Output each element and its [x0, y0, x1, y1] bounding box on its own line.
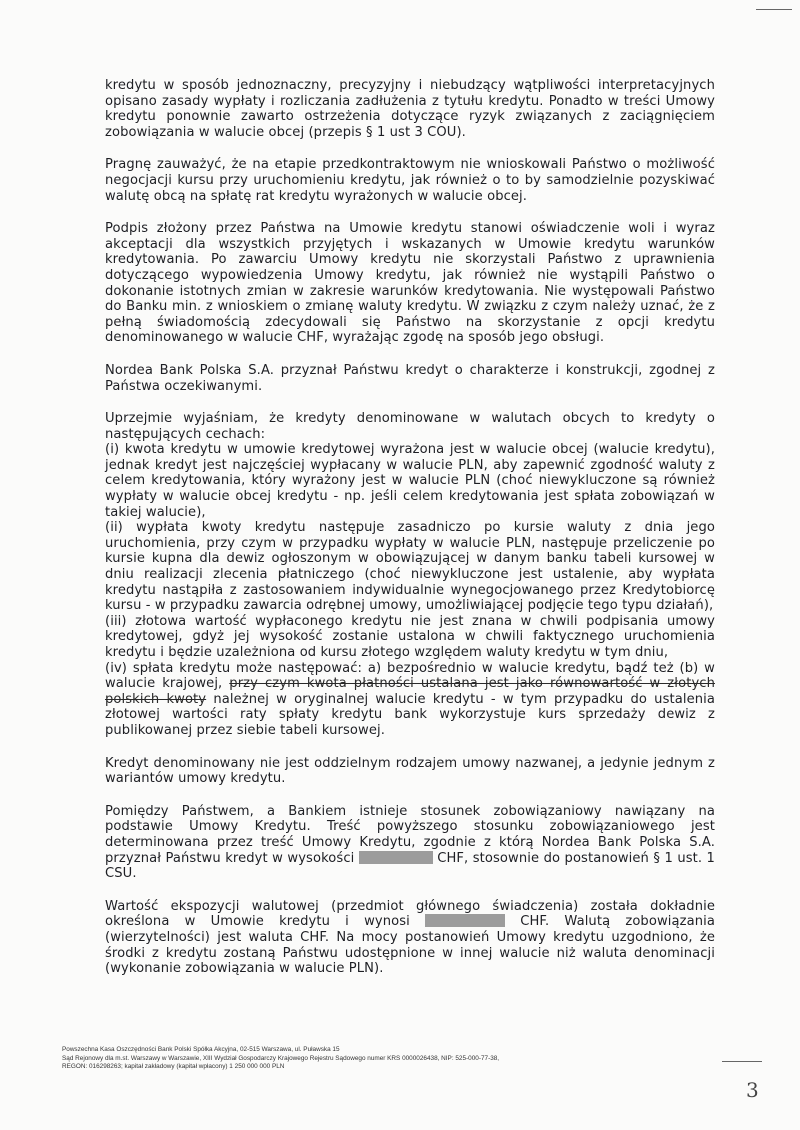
exposure-text: Wartość ekspozycji walutowej (przedmiot głównego świadczenia) została dokładnie określona w Umowie kredytu i wynosi	[105, 898, 715, 930]
list-item	[105, 661, 715, 739]
relationship-after: CHF, stosownie do postanowień § 1 ust. 1 CSU.	[105, 850, 715, 882]
letter-body	[105, 78, 715, 994]
footer-line: Powszechna Kasa Oszczędności Bank Polski Spółka Akcyjna, 02-515 Warszawa, ul. Puławska 15	[62, 1046, 340, 1053]
item-iv-continuation: należnej w oryginalnej walucie kredytu - w tym przypadku do ustalenia złotowej wartości raty spłaty kredytu bank wykorzystuje kurs sprzedaży dewiz z publikowanej przez siebie tabeli kursowej.	[105, 691, 715, 738]
paragraph-denominated: Kredyt denominowany nie jest oddzielnym rodzajem umowy nazwanej, a jedynie jednym z wariantów umowy kredytu.	[105, 755, 715, 787]
redacted-amount	[425, 914, 505, 927]
paragraph-exposure	[105, 899, 715, 977]
list-item: (i) kwota kredytu w umowie kredytowej wyrażona jest w walucie obcej (walucie kredytu), jednak kredyt jest najczęściej wypłacany w walucie PLN, aby zapewnić zgodność waluty z celem kredytowania, który wyrażony jest w walucie PLN (choć niewykluczone są również wypłaty w walucie obcej kredytu - np. jeśli celem kredytowania jest spłata zobowiązań w takiej walucie),	[105, 442, 715, 520]
paragraph-relationship	[105, 804, 715, 882]
paragraph-precontract: Pragnę zauważyć, że na etapie przedkontraktowym nie wnioskowali Państwo o możliwość negocjacji kursu przy uruchomieniu kredytu, jak również o to by samodzielnie pozyskiwać walutę obcą na spłatę rat kredytu wyrażonych w walucie obcej.	[105, 157, 715, 204]
footer-line: REGON: 016298263; kapitał zakładowy (kapitał wpłacony) 1 250 000 000 PLN	[62, 1063, 285, 1071]
struck-text: przy czym kwota płatności ustalana jest jako równowartość w złotych polskich kwoty	[105, 676, 715, 707]
list-item: (ii) wypłata kwoty kredytu następuje zasadniczo po kursie waluty z dnia jego uruchomienia, przy czym w przypadku wypłaty w walucie PLN, następuje przeliczenie po kursie kupna dla dewiz ogłoszonym w obowiązującej w danym banku tabeli kursowej w dniu realizacji zlecenia płatniczego (choć niewykluczone jest ustalenie, aby wypłata kredytu nastąpiła z zastosowaniem indywidualnie wynegocjowanego przez Kredytobiorcę kursu - w przypadku zawarcia odrębnej umowy, umożliwiającej podjęcie tego typu działań),	[105, 520, 715, 614]
paragraph-signature: Podpis złożony przez Państwa na Umowie kredytu stanowi oświadczenie woli i wyraz akceptacji dla wszystkich przyjętych i wskazanych w Umowie kredytu warunków kredytowania. Po zawarciu Umowy kredytu nie skorzystali Państwo z uprawnienia dotyczącego wypowiedzenia Umowy kredytu, jak również nie wystąpili Państwo o dokonanie istotnych zmian w zakresie warunków kredytowania. Nie występowali Państwo do Banku min. z wnioskiem o zmianę waluty kredytu. W związku z czym należy uznać, że z pełną świadomością zdecydowali się Państwo na skorzystanie z opcji kredytu denominowanego w walucie CHF, wyrażając zgodę na sposób jego obsługi.	[105, 221, 715, 346]
page-number: 3	[746, 1078, 759, 1102]
paragraph-contract-terms: kredytu w sposób jednoznaczny, precyzyjny i niebudzący wątpliwości interpretacyjnych opisano zasady wypłaty i rozliczania zadłużenia z tytułu kredytu. Ponadto w treści Umowy kredytu ponownie zawarto ostrzeżenia dotyczące ryzyk związanych z zaciągnięciem zobowiązania w walucie obcej (przepis § 1 ust 3 COU).	[105, 78, 715, 140]
relationship-text: Pomiędzy Państwem, a Bankiem istnieje stosunek zobowiązaniowy nawiązany na podstawie Umowy Kredytu. Treść powyższego stosunku zobowiązaniowego jest determinowana przez treść Umowy Kredytu, zgodnie z którą Nordea Bank Polska S.A. przyznał Państwu kredyt w wysokości	[105, 803, 715, 866]
explanation-intro: Uprzejmie wyjaśniam, że kredyty denominowane w walutach obcych to kredyty o następujących cechach:	[105, 411, 715, 442]
footer-rule	[722, 1061, 762, 1062]
paragraph-explanation	[105, 411, 715, 738]
bank-footer	[62, 1046, 702, 1072]
top-rule	[756, 9, 792, 10]
paragraph-nordea-credit: Nordea Bank Polska S.A. przyznał Państwu kredyt o charakterze i konstrukcji, zgodnej z Państwa oczekiwanymi.	[105, 362, 715, 394]
redacted-amount	[359, 851, 433, 864]
item-iv-text: (iv) spłata kredytu może następować: a) bezpośrednio w walucie kredytu, bądź też (b) w walucie krajowej,	[105, 660, 715, 692]
exposure-after: CHF. Walutą zobowiązania (wierzytelności) jest waluta CHF. Na mocy postanowień Umowy kredytu uzgodniono, że środki z kredytu zostaną Państwu udostępnione w innej walucie niż waluta denominacji (wykonanie zobowiązania w walucie PLN).	[105, 914, 715, 977]
list-item: (iii) złotowa wartość wypłaconego kredytu nie jest znana w chwili podpisania umowy kredytowej, gdyż jej wysokość zostanie ustalona w chwili faktycznego uruchomienia kredytu i będzie uzależniona od kursu złotego względem waluty kredytu w tym dniu,	[105, 613, 715, 660]
footer-line: Sąd Rejonowy dla m.st. Warszawy w Warszawie, XIII Wydział Gospodarczy Krajowego Rejestru Sądowego numer KRS 0000026438, NIP: 525-000-77-38,	[62, 1054, 500, 1062]
